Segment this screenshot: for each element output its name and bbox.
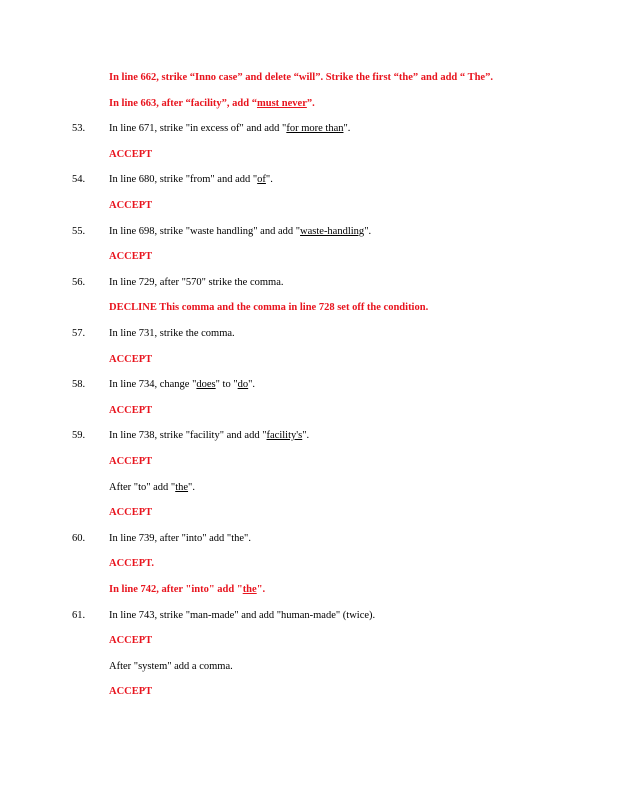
line-text: In line 680, strike "from" and add " [109, 174, 258, 185]
line-text: ACCEPT [109, 635, 153, 646]
line-text: DECLINE This comma and the comma in line 728 set off the condition. [109, 302, 429, 313]
underlined-text: the [175, 482, 189, 493]
response-line [109, 353, 152, 367]
item-number: 53. [72, 123, 86, 134]
line-text: ACCEPT [109, 507, 153, 518]
line-text: ". [188, 482, 195, 493]
line-text: In line 729, after "570" strike the comma. [109, 277, 284, 288]
amendment-line [109, 327, 235, 341]
underlined-text: must never [256, 98, 307, 109]
response-line [109, 404, 152, 418]
amendment-line [109, 481, 195, 495]
response-line [109, 250, 152, 264]
amendment-line [109, 609, 375, 623]
line-text: " to " [215, 379, 238, 390]
line-text: ACCEPT [109, 456, 153, 467]
underlined-text: does [196, 379, 216, 390]
line-text: ACCEPT [109, 405, 153, 416]
item-number: 60. [72, 533, 86, 544]
line-text: After "to" add " [109, 482, 176, 493]
response-line [109, 199, 152, 213]
response-line [109, 148, 152, 162]
response-line [109, 506, 152, 520]
response-line [109, 685, 152, 699]
line-text: ". [302, 430, 310, 441]
item-number: 61. [72, 610, 86, 621]
amendment-line [109, 122, 350, 136]
item-number: 55. [72, 226, 86, 237]
amendment-line [109, 660, 233, 674]
line-text: ". [343, 123, 351, 134]
response-line [109, 557, 154, 571]
amendment-line [109, 173, 273, 187]
line-text: ". [265, 174, 273, 185]
line-text: ACCEPT [109, 686, 153, 697]
response-line [109, 97, 315, 111]
line-text: ACCEPT. [109, 558, 155, 569]
amendment-line [109, 429, 309, 443]
line-text: In line 742, after "into" add " [109, 584, 243, 595]
line-text: ACCEPT [109, 200, 153, 211]
line-text: ACCEPT [109, 354, 153, 365]
line-text: In line 731, strike the comma. [109, 328, 235, 339]
response-line [109, 301, 428, 315]
line-text: ACCEPT [109, 251, 153, 262]
item-number: 59. [72, 430, 86, 441]
underlined-text: the [242, 584, 257, 595]
line-text: In line 743, strike "man-made" and add "human-made" (twice). [109, 610, 376, 621]
line-text: In line 739, after "into" add "the". [109, 533, 251, 544]
underlined-text: facility's [266, 430, 303, 441]
amendment-line [109, 378, 255, 392]
line-text: ACCEPT [109, 149, 153, 160]
underlined-text: waste-handling [300, 226, 365, 237]
line-text: In line 662, strike “Inno case” and delete “will”. Strike the first “the” and add “ The”. [109, 72, 493, 83]
response-line [109, 455, 152, 469]
response-line [109, 71, 493, 85]
response-line [109, 634, 152, 648]
line-text: ". [248, 379, 256, 390]
amendment-line [109, 532, 251, 546]
underlined-text: do [237, 379, 249, 390]
line-text: ". [364, 226, 372, 237]
underlined-text: of [257, 174, 266, 185]
underlined-text: for more than [286, 123, 344, 134]
amendment-line [109, 276, 283, 290]
amendment-line [109, 225, 371, 239]
line-text: In line 663, after “facility”, add “ [109, 98, 257, 109]
line-text: ". [256, 584, 266, 595]
item-number: 58. [72, 379, 86, 390]
item-number: 57. [72, 328, 86, 339]
item-number: 54. [72, 174, 86, 185]
line-text: ”. [306, 98, 315, 109]
response-line [109, 583, 265, 597]
line-text: In line 738, strike "facility" and add " [109, 430, 267, 441]
line-text: In line 734, change " [109, 379, 197, 390]
item-number: 56. [72, 277, 86, 288]
line-text: In line 671, strike "in excess of" and add " [109, 123, 287, 134]
line-text: After "system" add a comma. [109, 661, 233, 672]
line-text: In line 698, strike "waste handling" and add " [109, 226, 301, 237]
